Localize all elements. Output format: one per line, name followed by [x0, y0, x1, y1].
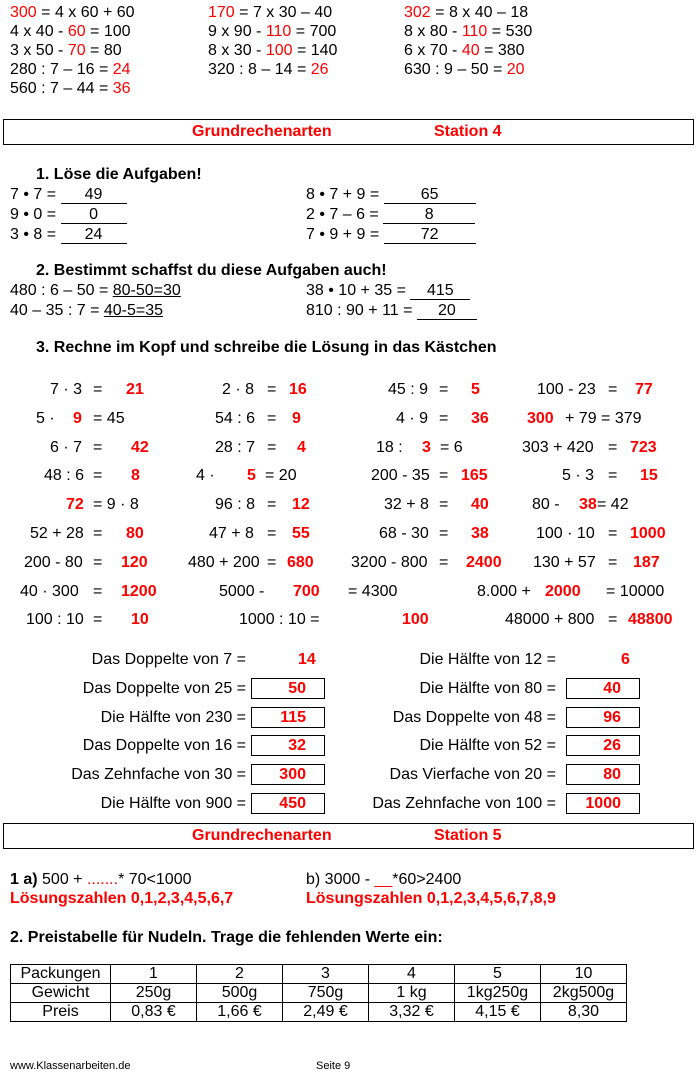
task-blank: __	[374, 871, 393, 888]
grid-term: 54 : 6	[215, 409, 256, 427]
table-cell: 1	[111, 965, 197, 984]
grid-term: 96 : 8	[215, 496, 256, 514]
word-task: Das Doppelte von 16 =	[82, 737, 246, 755]
grid-answer: 77	[635, 381, 653, 398]
grid-term: =	[608, 525, 618, 542]
equation-text: 320 : 8 – 14 =	[208, 61, 311, 78]
task-question: 810 : 90 + 11 =	[306, 302, 417, 319]
grid-term: =	[267, 409, 277, 427]
equation	[208, 3, 332, 22]
banner-title: Grundrechenarten	[192, 827, 332, 844]
task-question: 3 • 8 =	[10, 226, 61, 243]
table-cell: 3,32 €	[369, 1003, 455, 1022]
grid-term: 48000 + 800	[505, 611, 595, 629]
grid-term: =	[267, 553, 277, 571]
word-task: Das Doppelte von 7 =	[91, 651, 246, 668]
equation-text: 280 : 7 – 16 =	[10, 61, 113, 78]
task-question: 40 – 35 : 7 =	[10, 302, 104, 319]
grid-answer: 38	[579, 496, 597, 514]
grid-term: 18 :	[376, 438, 403, 456]
word-task: Das Zehnfache von 30 =	[71, 766, 246, 784]
answer-blank: 49	[61, 186, 127, 204]
grid-answer: 80	[126, 525, 144, 542]
grid-answer: 1200	[121, 582, 157, 600]
grid-term: =	[93, 525, 103, 542]
equation	[10, 22, 131, 41]
equation	[10, 60, 131, 79]
table-cell: 500g	[197, 984, 283, 1003]
task-1b-solution: Lösungszahlen 0,1,2,3,4,5,6,7,8,9	[306, 890, 556, 907]
answer-box: 115	[251, 707, 325, 728]
grid-term: 200 - 35	[371, 467, 430, 485]
grid-answer: 21	[126, 381, 144, 398]
equation-answer: 110	[461, 23, 488, 40]
task	[10, 225, 127, 244]
table-cell: 750g	[283, 984, 369, 1003]
grid-answer: 680	[287, 553, 314, 571]
grid-term: 48 : 6	[44, 467, 85, 485]
grid-term: =	[93, 553, 103, 571]
task-label: 1 a)	[10, 871, 38, 888]
task	[10, 205, 127, 224]
table-cell: Preis	[11, 1003, 111, 1022]
grid-term: =	[267, 525, 277, 542]
grid-term: =	[439, 409, 449, 427]
task	[306, 205, 475, 224]
grid-term: =	[93, 582, 103, 600]
grid-term: =	[439, 553, 449, 571]
grid-answer: 4	[297, 438, 306, 456]
grid-term: 52 + 28	[30, 525, 84, 542]
word-task: Das Doppelte von 48 =	[392, 708, 556, 726]
equation-text: = 530	[487, 23, 533, 40]
equation-answer: 170	[208, 4, 235, 21]
grid-answer: 15	[640, 467, 658, 485]
equation-text: = 8 x 40 – 18	[430, 4, 529, 21]
task-question: 8 • 7 + 9 =	[306, 186, 384, 203]
equation-text: = 700	[291, 23, 337, 40]
equation-text: 630 : 9 – 50 =	[404, 61, 507, 78]
equation-answer: 100	[265, 42, 293, 59]
grid-answer: 72	[66, 496, 84, 514]
answer-blank: 20	[417, 302, 477, 320]
answer-box: 300	[251, 764, 325, 785]
equation-answer: 70	[67, 42, 86, 59]
grid-term: 303 + 420	[522, 438, 594, 456]
answer-underlined: 80-50=30	[112, 282, 181, 299]
table-cell: 1kg250g	[455, 984, 541, 1003]
word-task: Die Hälfte von 12 =	[419, 651, 556, 668]
grid-answer: 9	[73, 409, 82, 427]
grid-answer: 165	[461, 467, 488, 485]
grid-answer: 36	[471, 409, 489, 427]
table-cell: 4,15 €	[455, 1003, 541, 1022]
station-5-banner	[3, 823, 694, 849]
table-cell: 0,83 €	[111, 1003, 197, 1022]
grid-term: =	[608, 438, 618, 456]
grid-term: = 6	[440, 438, 463, 456]
table-cell: Packungen	[11, 965, 111, 984]
grid-term: =	[608, 467, 618, 485]
grid-answer: 120	[121, 553, 148, 571]
answer-box: 450	[251, 793, 325, 814]
grid-term: 40 · 300	[20, 582, 79, 600]
grid-term: =	[93, 611, 103, 629]
grid-term: + 79 = 379	[565, 409, 642, 427]
grid-term: =	[93, 467, 103, 485]
grid-answer: 187	[633, 553, 660, 571]
banner-station: Station 5	[434, 827, 502, 844]
grid-term: 80 -	[532, 496, 560, 514]
grid-term: 1000 : 10 =	[239, 611, 320, 629]
grid-answer: 300	[527, 409, 554, 427]
grid-answer: 2400	[466, 553, 502, 571]
task	[10, 301, 163, 320]
equation	[404, 22, 532, 41]
grid-term: =	[267, 438, 277, 456]
task	[306, 185, 476, 204]
price-table	[10, 964, 627, 1022]
grid-answer: 12	[292, 496, 310, 514]
grid-answer: 700	[293, 582, 320, 600]
table-row	[11, 1003, 627, 1022]
task-question: 38 • 10 + 35 =	[306, 282, 411, 299]
grid-term: =	[439, 496, 449, 514]
answer-box: 50	[251, 678, 325, 699]
answer-box: 96	[566, 707, 640, 728]
table-row	[11, 984, 627, 1003]
word-task: Die Hälfte von 52 =	[419, 737, 556, 755]
equation-text: 8 x 80 -	[404, 23, 462, 40]
equation-text: 9 x 90 -	[208, 23, 266, 40]
grid-answer: 9	[292, 409, 301, 427]
word-task: Die Hälfte von 80 =	[419, 679, 556, 697]
answer-blank: 24	[61, 226, 127, 244]
grid-answer: 40	[471, 496, 489, 514]
word-task: Die Hälfte von 900 =	[100, 795, 246, 812]
word-answer: 6	[621, 651, 630, 668]
equation-text: 4 x 40 -	[10, 23, 68, 40]
grid-term: =	[439, 381, 449, 398]
equation-text: = 7 x 30 – 40	[234, 4, 333, 21]
table-cell: Gewicht	[11, 984, 111, 1003]
task-question: 7 • 7 =	[10, 186, 61, 203]
grid-answer: 723	[630, 438, 657, 456]
footer-source: www.Klassenarbeiten.de	[10, 1060, 131, 1072]
grid-answer: 2000	[545, 582, 581, 600]
task-text: 500 +	[37, 871, 87, 888]
banner-title: Grundrechenarten	[192, 123, 332, 140]
grid-term: = 45	[93, 409, 125, 427]
answer-underlined: 40-5=35	[103, 302, 164, 319]
table-cell: 2	[197, 965, 283, 984]
task-1a-solution: Lösungszahlen 0,1,2,3,4,5,6,7	[10, 890, 234, 907]
grid-term: = 42	[597, 496, 629, 514]
grid-answer: 16	[289, 381, 307, 398]
task-1b	[306, 871, 461, 889]
equation-answer: 26	[310, 61, 329, 78]
equation-text: = 380	[479, 42, 525, 59]
grid-term: 7 · 3	[50, 381, 83, 398]
grid-term: 200 - 80	[24, 553, 83, 571]
grid-term: 32 + 8	[384, 496, 429, 514]
answer-blank: 415	[410, 282, 470, 300]
task	[306, 281, 470, 300]
exercise-1-heading: 1. Löse die Aufgaben!	[36, 166, 202, 183]
word-task: Das Zehnfache von 100 =	[372, 795, 556, 812]
equation-text: = 140	[292, 42, 338, 59]
grid-term: 100 · 10	[536, 525, 595, 542]
equation-text: 3 x 50 -	[10, 42, 68, 59]
answer-blank: 65	[384, 186, 476, 204]
task-text: *60>2400	[392, 871, 462, 888]
footer-page: Seite 9	[316, 1060, 351, 1072]
table-cell: 3	[283, 965, 369, 984]
table-row	[11, 965, 627, 984]
exercise-3-heading: 3. Rechne im Kopf und schreibe die Lösung in das Kästchen	[36, 339, 497, 356]
grid-term: 5 · 3	[562, 467, 595, 485]
grid-answer: 10	[131, 611, 149, 629]
grid-term: 480 + 200	[188, 553, 260, 571]
equation	[208, 60, 329, 79]
grid-answer: 100	[402, 611, 429, 629]
task-2-heading: 2. Preistabelle für Nudeln. Trage die fehlenden Werte ein:	[10, 929, 443, 946]
task-question: 7 • 9 + 9 =	[306, 226, 384, 243]
grid-term: = 9 · 8	[93, 496, 139, 514]
grid-term: 6 · 7	[50, 438, 83, 456]
equation-answer: 40	[461, 42, 480, 59]
task	[10, 281, 181, 300]
task-text: b) 3000 -	[306, 871, 375, 888]
table-cell: 2,49 €	[283, 1003, 369, 1022]
answer-box: 1000	[566, 793, 640, 814]
grid-answer: 1000	[630, 525, 666, 542]
grid-answer: 48800	[628, 611, 673, 629]
grid-term: =	[439, 467, 449, 485]
equation-text: = 4 x 60 + 60	[36, 4, 135, 21]
equation-answer: 36	[112, 80, 131, 97]
task	[10, 185, 127, 204]
grid-term: 5 ·	[36, 409, 55, 427]
equation	[404, 3, 528, 22]
task-1a	[10, 871, 191, 889]
grid-term: =	[93, 381, 103, 398]
task-blank: .......	[86, 871, 119, 888]
equation	[404, 41, 525, 60]
equation	[10, 79, 131, 98]
grid-term: 45 : 9	[388, 381, 429, 398]
answer-blank: 0	[61, 206, 127, 224]
answer-box: 40	[566, 678, 640, 699]
equation-text: 6 x 70 -	[404, 42, 462, 59]
grid-term: 2 · 8	[222, 381, 255, 398]
equation-answer: 300	[10, 4, 37, 21]
table-cell: 5	[455, 965, 541, 984]
grid-term: 28 : 7	[215, 438, 256, 456]
grid-term: 100 : 10	[26, 611, 84, 629]
grid-answer: 42	[131, 438, 149, 456]
grid-term: = 20	[265, 467, 297, 485]
table-cell: 4	[369, 965, 455, 984]
banner-station: Station 4	[434, 123, 502, 140]
grid-term: 4 · 9	[396, 409, 429, 427]
equation	[404, 60, 525, 79]
grid-answer: 3	[422, 438, 431, 456]
table-cell: 8,30	[541, 1003, 627, 1022]
grid-answer: 55	[292, 525, 310, 542]
answer-box: 26	[566, 735, 640, 756]
answer-box: 80	[566, 764, 640, 785]
grid-answer: 8	[131, 467, 140, 485]
equation-answer: 60	[67, 23, 86, 40]
grid-term: =	[439, 525, 449, 542]
equation-text: 8 x 30 -	[208, 42, 266, 59]
grid-term: 68 - 30	[379, 525, 429, 542]
grid-term: =	[608, 611, 618, 629]
grid-term: 130 + 57	[533, 553, 596, 571]
grid-term: =	[267, 381, 277, 398]
equation-answer: 302	[404, 4, 431, 21]
equation-text: 560 : 7 – 44 =	[10, 80, 113, 97]
exercise-2-heading: 2. Bestimmt schaffst du diese Aufgaben auch!	[36, 262, 387, 279]
table-cell: 250g	[111, 984, 197, 1003]
equation-answer: 20	[506, 61, 525, 78]
equation	[208, 41, 337, 60]
task	[306, 225, 476, 244]
grid-term: 8.000 +	[477, 582, 531, 600]
table-cell: 10	[541, 965, 627, 984]
task	[306, 301, 477, 320]
word-task: Das Vierfache von 20 =	[389, 766, 556, 784]
table-cell: 1 kg	[369, 984, 455, 1003]
task-question: 2 • 7 – 6 =	[306, 206, 384, 223]
grid-term: = 4300	[348, 582, 398, 600]
grid-term: =	[267, 496, 277, 514]
station-4-banner	[3, 119, 694, 145]
task-text: * 70<1000	[118, 871, 192, 888]
equation-text: = 80	[85, 42, 122, 59]
task-question: 480 : 6 – 50 =	[10, 282, 113, 299]
grid-term: 3200 - 800	[351, 553, 428, 571]
answer-blank: 72	[384, 226, 476, 244]
equation-answer: 110	[265, 23, 292, 40]
task-question: 9 • 0 =	[10, 206, 61, 223]
grid-term: = 10000	[606, 582, 665, 600]
equation-answer: 24	[112, 61, 131, 78]
table-cell: 1,66 €	[197, 1003, 283, 1022]
grid-answer: 5	[471, 381, 480, 398]
equation	[10, 3, 135, 22]
grid-answer: 38	[471, 525, 489, 542]
grid-term: =	[93, 438, 103, 456]
equation-text: = 100	[85, 23, 131, 40]
grid-term: 5000 -	[219, 582, 265, 600]
equation	[208, 22, 336, 41]
grid-answer: 5	[247, 467, 256, 485]
grid-term: 47 + 8	[209, 525, 254, 542]
word-task: Die Hälfte von 230 =	[100, 708, 246, 726]
grid-term: =	[608, 553, 618, 571]
equation	[10, 41, 122, 60]
table-cell: 2kg500g	[541, 984, 627, 1003]
grid-term: 100 - 23	[537, 381, 596, 398]
grid-term: 4 ·	[196, 467, 215, 485]
word-answer: 14	[298, 651, 316, 668]
word-task: Das Doppelte von 25 =	[82, 679, 246, 697]
answer-blank: 8	[383, 206, 475, 224]
grid-term: =	[608, 381, 618, 398]
answer-box: 32	[251, 735, 325, 756]
